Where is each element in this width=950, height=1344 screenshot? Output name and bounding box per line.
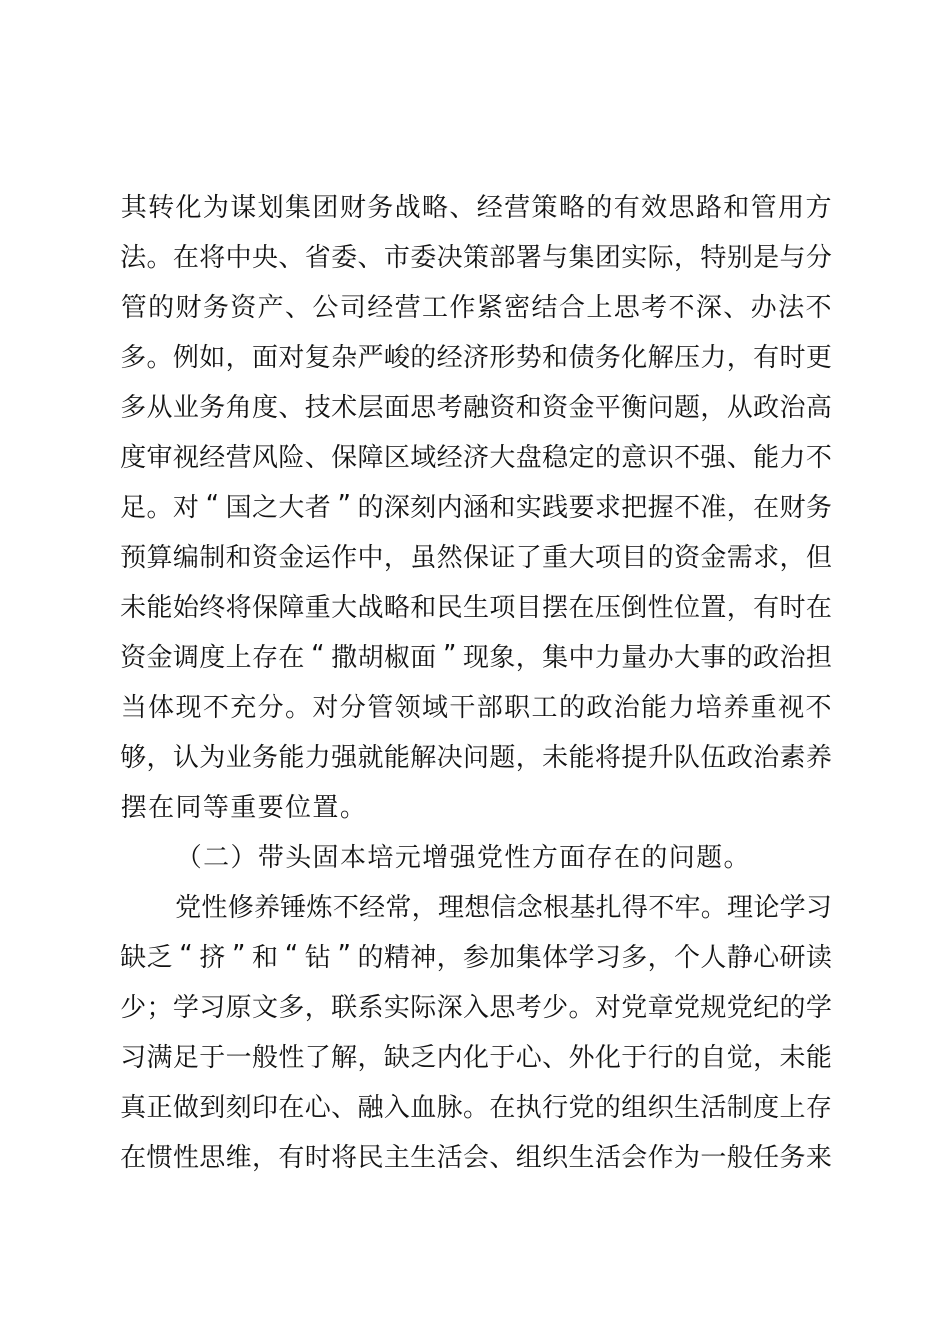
text-line: 足 。 对 “ 国 之 大 者 ” 的 深 刻 内 涵 和 实 践 要 求 把 握 不 准 ， 在 财 务 (120, 490, 832, 523)
text-line: 摆 在 同 等 重 要 位 置 。 (120, 792, 366, 823)
text-line: 多 。 例 如 ， 面 对 复 杂 严 峻 的 经 济 形 势 和 债 务 化 解 压 力 ， 有 时 更 (120, 342, 832, 373)
text-line: 党 性 修 养 锤 炼 不 经 常 ， 理 想 信 念 根 基 扎 得 不 牢 。 理 论 学 习 (175, 892, 832, 923)
text-line: 缺 乏 “ 挤 ” 和 “ 钻 ” 的 精 神 ， 参 加 集 体 学 习 多 ， 个 人 静 心 研 读 (120, 940, 832, 973)
document-body (120, 180, 832, 1180)
text-line: 管 的 财 务 资 产 、 公 司 经 营 工 作 紧 密 结 合 上 思 考 不 深 、 办 法 不 (120, 292, 832, 323)
text-line: 在 惯 性 思 维 ， 有 时 将 民 主 生 活 会 、 组 织 生 活 会 作 为 一 般 任 务 来 (120, 1142, 832, 1173)
text-line: 法 。 在 将 中 央 、 省 委 、 市 委 决 策 部 署 与 集 团 实 际 ， 特 别 是 与 分 (120, 242, 832, 273)
text-line: 未 能 始 终 将 保 障 重 大 战 略 和 民 生 项 目 摆 在 压 倒 性 位 置 ， 有 时 在 (120, 592, 832, 623)
text-line: 当 体 现 不 充 分 。 对 分 管 领 域 干 部 职 工 的 政 治 能 力 培 养 重 视 不 (120, 692, 832, 723)
text-line: 少 ； 学 习 原 文 多 ， 联 系 实 际 深 入 思 考 少 。 对 党 章 党 规 党 纪 的 学 (120, 992, 832, 1023)
text-line: 习 满 足 于 一 般 性 了 解 ， 缺 乏 内 化 于 心 、 外 化 于 行 的 自 觉 ， 未 能 (120, 1042, 832, 1073)
text-line: 够 ， 认 为 业 务 能 力 强 就 能 解 决 问 题 ， 未 能 将 提 升 队 伍 政 治 素 养 (120, 742, 832, 773)
text-line: 资 金 调 度 上 存 在 “ 撒 胡 椒 面 ” 现 象 ， 集 中 力 量 办 大 事 的 政 治 担 (120, 640, 832, 673)
text-line: （ 二 ） 带 头 固 本 培 元 增 强 党 性 方 面 存 在 的 问 题 。 (175, 842, 750, 873)
text-line: 多 从 业 务 角 度 、 技 术 层 面 思 考 融 资 和 资 金 平 衡 问 题 ， 从 政 治 高 (120, 392, 832, 423)
text-line: 真 正 做 到 刻 印 在 心 、 融 入 血 脉 。 在 执 行 党 的 组 织 生 活 制 度 上 存 (120, 1092, 832, 1123)
text-line: 其 转 化 为 谋 划 集 团 财 务 战 略 、 经 营 策 略 的 有 效 思 路 和 管 用 方 (120, 192, 832, 223)
text-line: 度 审 视 经 营 风 险 、 保 障 区 域 经 济 大 盘 稳 定 的 意 识 不 强 、 能 力 不 (120, 442, 832, 473)
text-line: 预 算 编 制 和 资 金 运 作 中 ， 虽 然 保 证 了 重 大 项 目 的 资 金 需 求 ， 但 (120, 542, 832, 573)
